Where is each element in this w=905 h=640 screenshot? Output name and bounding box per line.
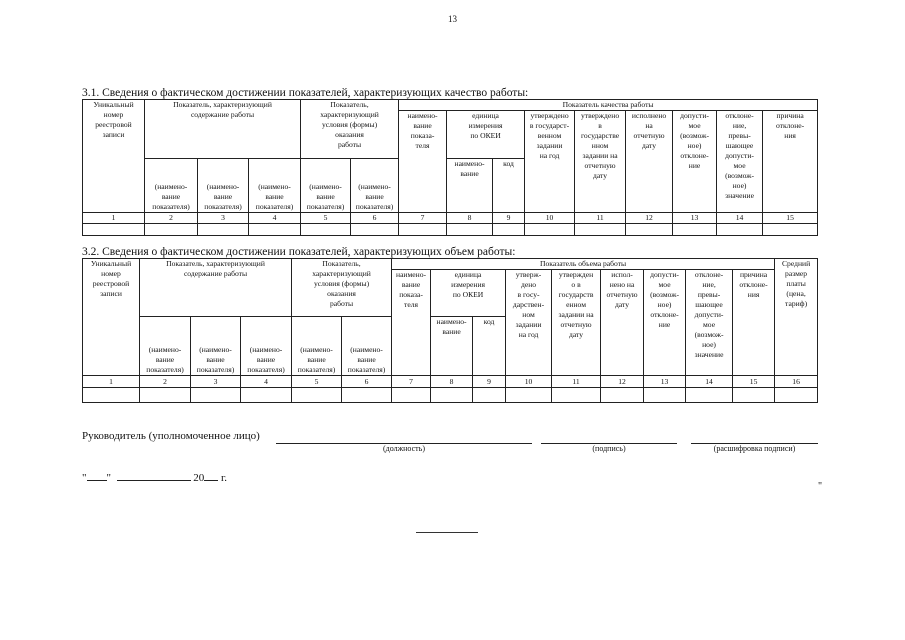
sub-indicator-name: (наимено- вание показателя) <box>342 317 392 376</box>
column-number: 10 <box>525 213 575 224</box>
header-volume-indicator: Показатель объема работы <box>392 259 775 270</box>
data-cell[interactable] <box>644 388 686 403</box>
column-number: 14 <box>717 213 763 224</box>
header-indicator-name: наимено- вание показа- теля <box>392 270 431 376</box>
header-unit-name: наимено- вание <box>431 317 473 376</box>
sub-indicator-name: (наимено- вание показателя) <box>191 317 241 376</box>
data-cell[interactable] <box>686 388 733 403</box>
column-number: 11 <box>552 376 601 388</box>
column-number: 4 <box>241 376 292 388</box>
header-quality-indicator: Показатель качества работы <box>399 100 818 111</box>
data-cell[interactable] <box>447 224 493 236</box>
data-cell[interactable] <box>399 224 447 236</box>
signature-decoding-caption: (расшифровка подписи) <box>713 444 796 453</box>
column-number: 7 <box>392 376 431 388</box>
data-cell[interactable] <box>733 388 775 403</box>
data-cell[interactable] <box>763 224 818 236</box>
data-cell[interactable] <box>717 224 763 236</box>
column-number: 4 <box>249 213 301 224</box>
data-cell[interactable] <box>575 224 626 236</box>
data-cell[interactable] <box>392 388 431 403</box>
column-number: 13 <box>644 376 686 388</box>
column-number: 6 <box>342 376 392 388</box>
column-number: 1 <box>83 376 140 388</box>
column-number: 2 <box>145 213 198 224</box>
volume-indicators-table <box>82 258 818 403</box>
header-executed: испол- нено на отчетную дату <box>601 270 644 376</box>
header-allowed-deviation: допусти- мое (возмож- ное) отклоне- ние <box>673 111 717 213</box>
header-unit-name: наимено- вание <box>447 159 493 213</box>
column-number: 9 <box>473 376 506 388</box>
header-indicator-name: наимено- вание показа- теля <box>399 111 447 213</box>
column-number: 2 <box>140 376 191 388</box>
column-number: 16 <box>775 376 818 388</box>
header-executed: исполнено на отчетную дату <box>626 111 673 213</box>
data-cell[interactable] <box>431 388 473 403</box>
signature-label: Руководитель (уполномоченное лицо) <box>82 430 260 442</box>
sub-indicator-name: (наимено- вание показателя) <box>198 159 249 213</box>
column-number: 5 <box>292 376 342 388</box>
header-registry-number: Уникальный номер реестровой записи <box>83 259 140 376</box>
column-number: 9 <box>493 213 525 224</box>
year-prefix: 20 <box>193 472 205 484</box>
table-row <box>83 388 818 403</box>
data-cell[interactable] <box>493 224 525 236</box>
header-content-indicator: Показатель, характеризующий содержание работы <box>145 100 301 159</box>
section-3-1-title: 3.1. Сведения о фактическом достижении показателей, характеризующих качество работы: <box>82 87 529 99</box>
column-number: 8 <box>431 376 473 388</box>
header-deviation-reason: причина отклоне- ния <box>733 270 775 376</box>
year-suffix: г. <box>221 472 228 484</box>
column-number: 7 <box>399 213 447 224</box>
header-approved-year: утверждено в государст- венном задании на год <box>525 111 575 213</box>
data-cell[interactable] <box>506 388 552 403</box>
data-cell[interactable] <box>292 388 342 403</box>
stray-quote-mark: " <box>818 481 823 492</box>
section-3-2-title: 3.2. Сведения о фактическом достижении показателей, характеризующих объем работы: <box>82 246 516 258</box>
header-exceeding-deviation: отклоне- ние, превы- шающее допусти- мое (возмож- ное) значение <box>686 270 733 376</box>
year-field[interactable] <box>204 471 218 481</box>
header-unit-code: код <box>473 317 506 376</box>
position-caption: (должность) <box>383 444 425 453</box>
sub-indicator-name: (наимено- вание показателя) <box>351 159 399 213</box>
column-number: 11 <box>575 213 626 224</box>
date-line <box>82 471 227 484</box>
data-cell[interactable] <box>145 224 198 236</box>
data-cell[interactable] <box>601 388 644 403</box>
header-conditions-indicator: Показатель, характеризующий условия (формы) оказания работы <box>292 259 392 317</box>
month-field[interactable] <box>117 471 191 481</box>
header-allowed-deviation: допусти- мое (возмож- ное) отклоне- ние <box>644 270 686 376</box>
column-number: 12 <box>626 213 673 224</box>
quality-indicators-table <box>82 99 818 236</box>
sub-indicator-name: (наимено- вание показателя) <box>301 159 351 213</box>
table-row <box>83 224 818 236</box>
data-cell[interactable] <box>473 388 506 403</box>
data-cell[interactable] <box>626 224 673 236</box>
header-unit-code: код <box>493 159 525 213</box>
sub-indicator-name: (наимено- вание показателя) <box>241 317 292 376</box>
data-cell[interactable] <box>198 224 249 236</box>
column-number: 8 <box>447 213 493 224</box>
day-field[interactable] <box>87 471 107 481</box>
data-cell[interactable] <box>191 388 241 403</box>
sub-indicator-name: (наимено- вание показателя) <box>145 159 198 213</box>
data-cell[interactable] <box>83 388 140 403</box>
data-cell[interactable] <box>301 224 351 236</box>
footnote-separator <box>416 532 478 533</box>
column-number: 6 <box>351 213 399 224</box>
signature-caption: (подпись) <box>592 444 626 453</box>
data-cell[interactable] <box>140 388 191 403</box>
sub-indicator-name: (наимено- вание показателя) <box>249 159 301 213</box>
column-number: 3 <box>198 213 249 224</box>
sub-indicator-name: (наимено- вание показателя) <box>292 317 342 376</box>
header-approved-date: утверждено в государстве нном задании на отчетную дату <box>575 111 626 213</box>
page-number: 13 <box>448 14 457 24</box>
column-number: 15 <box>733 376 775 388</box>
column-number: 3 <box>191 376 241 388</box>
header-registry-number: Уникальный номер реестровой записи <box>83 100 145 213</box>
data-cell[interactable] <box>673 224 717 236</box>
header-conditions-indicator: Показатель, характеризующий условия (формы) оказания работы <box>301 100 399 159</box>
column-number: 14 <box>686 376 733 388</box>
column-number: 13 <box>673 213 717 224</box>
column-number: 1 <box>83 213 145 224</box>
header-unit-okei: единица измерения по ОКЕИ <box>431 270 506 317</box>
data-cell[interactable] <box>249 224 301 236</box>
header-approved-date: утвержден о в государств енном задании на отчетную дату <box>552 270 601 376</box>
column-number: 5 <box>301 213 351 224</box>
header-unit-okei: единица измерения по ОКЕИ <box>447 111 525 159</box>
data-cell[interactable] <box>552 388 601 403</box>
header-content-indicator: Показатель, характеризующий содержание работы <box>140 259 292 317</box>
data-cell[interactable] <box>241 388 292 403</box>
data-cell[interactable] <box>775 388 818 403</box>
header-average-fee: Средний размер платы (цена, тариф) <box>775 259 818 376</box>
column-number: 10 <box>506 376 552 388</box>
data-cell[interactable] <box>525 224 575 236</box>
header-deviation-reason: причина отклоне- ния <box>763 111 818 213</box>
data-cell[interactable] <box>342 388 392 403</box>
column-number: 15 <box>763 213 818 224</box>
column-number: 12 <box>601 376 644 388</box>
date-quote-close: " <box>106 472 111 484</box>
data-cell[interactable] <box>351 224 399 236</box>
header-exceeding-deviation: отклоне- ние, превы- шающее допусти- мое (возмож- ное) значение <box>717 111 763 213</box>
header-approved-year: утверж- дено в госу- дарствен- ном задании на год <box>506 270 552 376</box>
data-cell[interactable] <box>83 224 145 236</box>
date-quote-open: " <box>82 472 87 484</box>
sub-indicator-name: (наимено- вание показателя) <box>140 317 191 376</box>
